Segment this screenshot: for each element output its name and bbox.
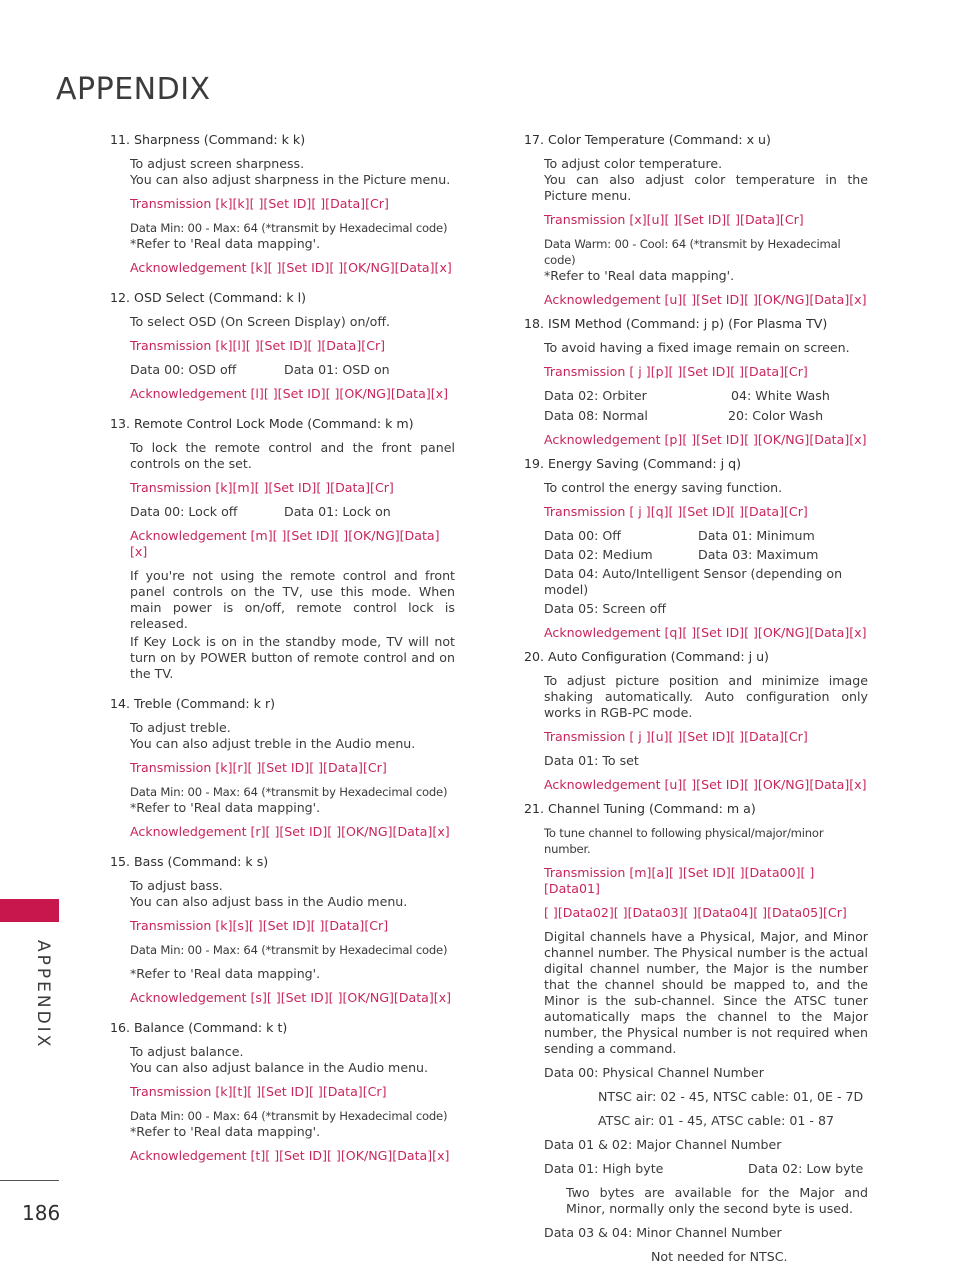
note: If you're not using the remote control and front panel controls on the TV, use this mode. When main power is on/off, remote control lock is released.: [130, 568, 455, 631]
section-title: 15. Bass (Command: k s): [110, 854, 269, 869]
description: [130, 156, 455, 188]
data-value: Data 08: Normal: [544, 408, 648, 423]
data-value: Data 03 & 04: Minor Channel Number: [544, 1225, 782, 1240]
data-values: [130, 504, 455, 520]
desc-line: To adjust screen sharpness.: [130, 156, 305, 171]
data-value: Data 00: Lock off: [130, 504, 238, 519]
section-remote-lock: [110, 416, 455, 682]
data-line: Data Min: 00 - Max: 64 (*transmit by Hexadecimal code): [130, 943, 448, 957]
data-value: 20: Color Wash: [728, 408, 824, 423]
data-values: [544, 388, 868, 424]
acknowledgement-format: Acknowledgement [u][ ][Set ID][ ][OK/NG][Data][x]: [544, 292, 867, 307]
data-value: Data 01: High byte: [544, 1161, 664, 1176]
description: To adjust picture position and minimize image shaking automatically. Auto configuration only works in RGB-PC mode.: [544, 673, 868, 720]
data-line: Data Min: 00 - Max: 64 (*transmit by Hexadecimal code): [130, 785, 448, 799]
desc-line: You can also adjust color temperature in the Picture menu.: [544, 172, 868, 203]
acknowledgement-format: Acknowledgement [u][ ][Set ID][ ][OK/NG][Data][x]: [544, 777, 867, 792]
transmission-format: Transmission [k][l][ ][Set ID][ ][Data][Cr]: [130, 338, 386, 353]
section-energy-saving: [524, 456, 868, 641]
data-note: *Refer to 'Real data mapping'.: [130, 236, 321, 251]
data-value: Data 01: OSD on: [284, 362, 390, 377]
transmission-format: Transmission [k][t][ ][Set ID][ ][Data][Cr]: [130, 1084, 387, 1099]
acknowledgement-format: Acknowledgement [s][ ][Set ID][ ][OK/NG][Data][x]: [130, 990, 452, 1005]
section-title: 17. Color Temperature (Command: x u): [524, 132, 771, 147]
note: Two bytes are available for the Major and Minor, normally only the second byte is used.: [566, 1185, 868, 1216]
desc-line: You can also adjust sharpness in the Picture menu.: [130, 172, 451, 187]
data-line: Data Min: 00 - Max: 64 (*transmit by Hexadecimal code): [130, 1109, 448, 1123]
data-range: [130, 220, 455, 252]
section-title: 14. Treble (Command: k r): [110, 696, 276, 711]
transmission-format: Transmission [x][u][ ][Set ID][ ][Data][Cr]: [544, 212, 804, 227]
desc-line: You can also adjust balance in the Audio menu.: [130, 1060, 429, 1075]
data-values: [544, 528, 868, 617]
section-bass: [110, 854, 455, 1006]
data-note: *Refer to 'Real data mapping'.: [130, 966, 321, 981]
transmission-format: Transmission [m][a][ ][Set ID][ ][Data00][ ][Data01]: [544, 865, 815, 896]
data-value: NTSC air: 02 - 45, NTSC cable: 01, 0E - 7D: [598, 1089, 864, 1104]
data-value: Data 00: Physical Channel Number: [544, 1065, 764, 1080]
footer-divider: [0, 1180, 59, 1181]
section-color-temperature: [524, 132, 868, 308]
data-value: Data 04: Auto/Intelligent Sensor (depending on model): [544, 566, 843, 597]
data-note: *Refer to 'Real data mapping'.: [130, 1124, 321, 1139]
section-title: 12. OSD Select (Command: k l): [110, 290, 307, 305]
data-range: [130, 1108, 455, 1140]
acknowledgement-format: Acknowledgement [l][ ][Set ID][ ][OK/NG][Data][x]: [130, 386, 449, 401]
section-balance: [110, 1020, 455, 1164]
data-value: ATSC air: 01 - 45, ATSC cable: 01 - 87: [598, 1113, 834, 1128]
section-title: 18. ISM Method (Command: j p) (For Plasma TV): [524, 316, 828, 331]
data-value: Data 01: Minimum: [698, 528, 815, 543]
transmission-format: Transmission [ j ][u][ ][Set ID][ ][Data][Cr]: [544, 729, 808, 744]
data-value: Data 00: Off: [544, 528, 621, 543]
acknowledgement-format: Acknowledgement [p][ ][Set ID][ ][OK/NG][Data][x]: [544, 432, 867, 447]
acknowledgement-format: Acknowledgement [m][ ][Set ID][ ][OK/NG][Data][x]: [130, 528, 440, 559]
acknowledgement-format: Acknowledgement [t][ ][Set ID][ ][OK/NG][Data][x]: [130, 1148, 450, 1163]
desc-line: You can also adjust treble in the Audio menu.: [130, 736, 416, 751]
transmission-format: Transmission [k][r][ ][Set ID][ ][Data][Cr]: [130, 760, 387, 775]
acknowledgement-format: Acknowledgement [q][ ][Set ID][ ][OK/NG][Data][x]: [544, 625, 867, 640]
section-title: 16. Balance (Command: k t): [110, 1020, 288, 1035]
section-treble: [110, 696, 455, 840]
transmission-format: Transmission [k][s][ ][Set ID][ ][Data][Cr]: [130, 918, 389, 933]
description: [130, 1044, 455, 1076]
section-title: 19. Energy Saving (Command: j q): [524, 456, 742, 471]
description: To avoid having a fixed image remain on screen.: [544, 340, 850, 355]
description: To tune channel to following physical/major/minor number.: [544, 826, 824, 856]
desc-line: To adjust balance.: [130, 1044, 244, 1059]
section-title: 11. Sharpness (Command: k k): [110, 132, 306, 147]
side-section-label: APPENDIX: [33, 940, 53, 1050]
section-osd-select: [110, 290, 455, 402]
data-value: Data 05: Screen off: [544, 601, 667, 616]
note: If Key Lock is on in the standby mode, TV will not turn on by POWER button of remote control and on the TV.: [130, 634, 455, 681]
data-values: [130, 362, 455, 378]
section-channel-tuning: [524, 801, 868, 1265]
acknowledgement-format: Acknowledgement [k][ ][Set ID][ ][OK/NG][Data][x]: [130, 260, 452, 275]
acknowledgement-format: Acknowledgement [r][ ][Set ID][ ][OK/NG][Data][x]: [130, 824, 450, 839]
data-range: [130, 784, 455, 816]
data-value: Data 02: Orbiter: [544, 388, 647, 403]
description: [544, 156, 868, 204]
data-note: Not needed for NTSC.: [651, 1249, 788, 1264]
section-auto-configuration: [524, 649, 868, 793]
data-values: [544, 1161, 868, 1177]
data-value: Data 00: OSD off: [130, 362, 237, 377]
description: Digital channels have a Physical, Major, and Minor channel number. The Physical number is the actual digital channel number, the Major is the number that the channel should be mapped to, and the Minor is the sub-channel. Since the ATSC tuner automatically maps the channel to the Major number, the Physical number is not required when sending a command.: [544, 929, 868, 1056]
description: To select OSD (On Screen Display) on/off.: [130, 314, 391, 329]
desc-line: You can also adjust bass in the Audio menu.: [130, 894, 408, 909]
data-line: Data Warm: 00 - Cool: 64 (*transmit by Hexadecimal code): [544, 237, 841, 267]
data-value: Data 02: Medium: [544, 547, 653, 562]
section-title: 21. Channel Tuning (Command: m a): [524, 801, 756, 816]
data-note: *Refer to 'Real data mapping'.: [544, 268, 735, 283]
description: [130, 720, 455, 752]
side-tab-marker: [0, 899, 59, 922]
description: To lock the remote control and the front panel controls on the set.: [130, 440, 455, 471]
data-value: Data 01: To set: [544, 753, 639, 768]
right-column: [524, 130, 868, 1279]
transmission-format: Transmission [ j ][q][ ][Set ID][ ][Data][Cr]: [544, 504, 808, 519]
data-note: *Refer to 'Real data mapping'.: [130, 800, 321, 815]
page-title: APPENDIX: [56, 72, 211, 107]
section-title: 20. Auto Configuration (Command: j u): [524, 649, 769, 664]
section-ism-method: [524, 316, 868, 448]
data-value: 04: White Wash: [731, 388, 830, 403]
page-number: 186: [22, 1201, 61, 1225]
transmission-format: Transmission [ j ][p][ ][Set ID][ ][Data][Cr]: [544, 364, 808, 379]
transmission-format: Transmission [k][m][ ][Set ID][ ][Data][Cr]: [130, 480, 394, 495]
data-range: [544, 236, 868, 284]
description: To control the energy saving function.: [544, 480, 783, 495]
data-line: Data Min: 00 - Max: 64 (*transmit by Hexadecimal code): [130, 221, 448, 235]
data-value: Data 01: Lock on: [284, 504, 391, 519]
description: [130, 878, 455, 910]
desc-line: To adjust treble.: [130, 720, 231, 735]
left-column: [110, 130, 455, 1178]
desc-line: To adjust color temperature.: [544, 156, 723, 171]
section-sharpness: [110, 132, 455, 276]
data-value: Data 02: Low byte: [748, 1161, 864, 1176]
section-title: 13. Remote Control Lock Mode (Command: k m): [110, 416, 414, 431]
desc-line: To adjust bass.: [130, 878, 223, 893]
transmission-format: [ ][Data02][ ][Data03][ ][Data04][ ][Data05][Cr]: [544, 905, 847, 920]
data-value: Data 03: Maximum: [698, 547, 819, 562]
data-value: Data 01 & 02: Major Channel Number: [544, 1137, 782, 1152]
transmission-format: Transmission [k][k][ ][Set ID][ ][Data][Cr]: [130, 196, 389, 211]
